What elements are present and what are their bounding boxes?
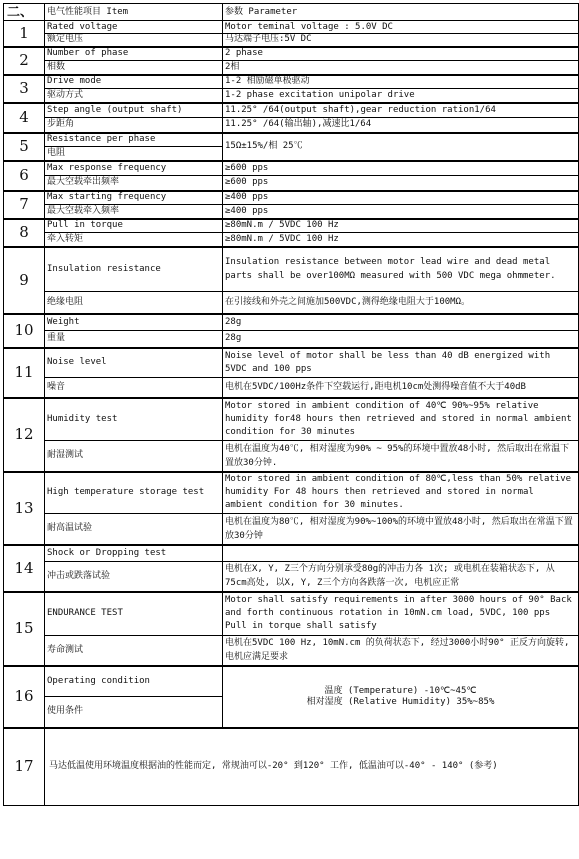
item-en: High temperature storage test	[45, 472, 223, 514]
param-cn: 在引接线和外壳之间施加500VDC,测得绝缘电阻大于100MΩ。	[223, 292, 579, 314]
item-en: Drive mode	[45, 75, 223, 89]
table-row	[4, 161, 579, 176]
item-column-header: 电气性能项目 Item	[45, 4, 223, 21]
item-cn: 使用条件	[45, 697, 223, 728]
table-row	[4, 331, 579, 348]
item-cn: 牵入转矩	[45, 233, 223, 247]
param-cn: 1-2 相励磁单极驱动	[223, 75, 579, 89]
param-cn: 2相	[223, 61, 579, 75]
param-cn: ≥600 pps	[223, 176, 579, 191]
row-number: 7	[4, 191, 45, 219]
item-cn: 耐高温试验	[45, 514, 223, 545]
param-en: Motor teminal voltage : 5.0V DC	[223, 21, 579, 34]
row-number: 15	[4, 592, 45, 666]
param-en: ≥80mN.m / 5VDC 100 Hz	[223, 219, 579, 233]
table-row	[4, 545, 579, 562]
row-number: 3	[4, 75, 45, 103]
item-cn: 步距角	[45, 118, 223, 133]
item-cn: 噪音	[45, 378, 223, 398]
row-number: 17	[4, 728, 45, 806]
table-row	[4, 378, 579, 398]
table-row	[4, 398, 579, 441]
table-row	[4, 89, 579, 103]
item-en: Operating condition	[45, 666, 223, 697]
table-row	[4, 247, 579, 292]
row-number: 8	[4, 219, 45, 247]
table-row	[4, 314, 579, 331]
param-cn: 电机在X, Y, Z三个方向分别承受80g的冲击力各 1次; 或电机在装箱状态下, 从75cm高处, 以X, Y, Z三个方向各跌落一次, 电机应正常	[223, 562, 579, 592]
param-cn: 电机在温度为40℃, 相对湿度为90% ~ 95%的环境中置放48小时, 然后取出在常温下置放30分钟.	[223, 441, 579, 472]
item-en: Shock or Dropping test	[45, 545, 223, 562]
parameter-column-header: 参数 Parameter	[223, 4, 579, 21]
table-row	[4, 233, 579, 247]
item-en: ENDURANCE TEST	[45, 592, 223, 636]
item-en: Humidity test	[45, 398, 223, 441]
operating-condition-values	[223, 666, 579, 728]
item-cn: 驱动方式	[45, 89, 223, 103]
row-number: 12	[4, 398, 45, 472]
section-number: 二、	[4, 4, 45, 21]
param-value: 15Ω±15%/相 25℃	[223, 133, 579, 161]
row-number: 5	[4, 133, 45, 161]
table-row	[4, 636, 579, 666]
item-en: Resistance per phase	[45, 133, 223, 147]
table-row	[4, 205, 579, 219]
param-cn: ≥80mN.m / 5VDC 100 Hz	[223, 233, 579, 247]
param-cn: 电机在5VDC 100 Hz, 10mN.cm 的负荷状态下, 经过3000小时90° 正反方向旋转, 电机应满足要求	[223, 636, 579, 666]
param-cn: 马达端子电压:5V DC	[223, 34, 579, 47]
item-en: Insulation resistance	[45, 247, 223, 292]
row-number: 14	[4, 545, 45, 592]
row-number: 4	[4, 103, 45, 133]
item-en: Step angle (output shaft)	[45, 103, 223, 118]
param-en: ≥400 pps	[223, 191, 579, 205]
item-en: Max starting frequency	[45, 191, 223, 205]
item-cn: 冲击或跌落试验	[45, 562, 223, 592]
param-cn: 11.25° /64(输出轴),减速比1/64	[223, 118, 579, 133]
table-row	[4, 61, 579, 75]
row-number: 13	[4, 472, 45, 545]
item-cn: 重量	[45, 331, 223, 348]
spec-table	[3, 3, 579, 806]
item-cn: 最大空载牵出频率	[45, 176, 223, 191]
item-cn: 绝缘电阻	[45, 292, 223, 314]
table-row	[4, 133, 579, 147]
row-number: 10	[4, 314, 45, 348]
param-en: 1-2 phase excitation unipolar drive	[223, 89, 579, 103]
item-cn: 电阻	[45, 147, 223, 161]
item-en: Pull in torque	[45, 219, 223, 233]
table-row	[4, 562, 579, 592]
row-number: 1	[4, 21, 45, 47]
item-cn: 耐湿测试	[45, 441, 223, 472]
item-cn: 最大空载牵入频率	[45, 205, 223, 219]
table-row	[4, 191, 579, 205]
row-number: 9	[4, 247, 45, 314]
param-en: ≥600 pps	[223, 161, 579, 176]
oil-temperature-note: 马达低温使用环境温度根据油的性能而定, 常规油可以-20° 到120° 工作, 低温油可以-40° - 140° (参考)	[45, 728, 579, 806]
param-en: Motor stored in ambient condition of 80℃,less than 50% relative humidity For 48 hours then retrieved and stored in normal ambient condition for 30 minutes.	[223, 472, 579, 514]
item-en: Weight	[45, 314, 223, 331]
table-row	[4, 292, 579, 314]
table-row	[4, 219, 579, 233]
item-cn: 额定电压	[45, 34, 223, 47]
table-row	[4, 441, 579, 472]
param-en: Motor stored in ambient condition of 40℃ 90%~95% relative humidity for48 hours then retrieved and stored in normal ambient condition for 30 minutes	[223, 398, 579, 441]
param-cn: ≥400 pps	[223, 205, 579, 219]
param-cn: 28g	[223, 331, 579, 348]
item-en: Noise level	[45, 348, 223, 378]
table-row	[4, 472, 579, 514]
row-number: 6	[4, 161, 45, 191]
item-cn: 相数	[45, 61, 223, 75]
table-row	[4, 666, 579, 697]
param-en: Motor shall satisfy requirements in after 3000 hours of 90° Back and forth continuous rotation in 10mN.cm load, 5VDC, 100 pps Pull in torque shall satisfy	[223, 592, 579, 636]
table-row	[4, 592, 579, 636]
row-number: 16	[4, 666, 45, 728]
table-row	[4, 103, 579, 118]
table-row	[4, 176, 579, 191]
param-en: 11.25° /64(output shaft),gear reduction ration1/64	[223, 103, 579, 118]
param-en: Insulation resistance between motor lead wire and dead metal parts shall be over100MΩ measured with 500 VDC mega ohmmeter.	[223, 247, 579, 292]
table-row	[4, 118, 579, 133]
table-row	[4, 21, 579, 34]
table-row	[4, 47, 579, 61]
param-en	[223, 545, 579, 562]
table-row	[4, 348, 579, 378]
table-row	[4, 34, 579, 47]
table-row	[4, 728, 579, 806]
param-cn: 电机在5VDC/100Hz条件下空载运行,距电机10cm处测得噪音值不大于40dB	[223, 378, 579, 398]
header-row	[4, 4, 579, 21]
temperature-range: 温度 (Temperature) -10℃~45℃	[324, 685, 477, 696]
param-en: 28g	[223, 314, 579, 331]
row-number: 2	[4, 47, 45, 75]
table-row	[4, 514, 579, 545]
item-en: Max response frequency	[45, 161, 223, 176]
item-en: Rated voltage	[45, 21, 223, 34]
row-number: 11	[4, 348, 45, 398]
param-en: 2 phase	[223, 47, 579, 61]
param-en: Noise level of motor shall be less than 40 dB energized with 5VDC and 100 pps	[223, 348, 579, 378]
table-row	[4, 75, 579, 89]
humidity-range: 相对湿度 (Relative Humidity) 35%~85%	[306, 696, 495, 707]
item-en: Number of phase	[45, 47, 223, 61]
param-cn: 电机在温度为80℃, 相对湿度为90%~100%的环境中置放48小时, 然后取出在常温下置放30分钟	[223, 514, 579, 545]
item-cn: 寿命测试	[45, 636, 223, 666]
